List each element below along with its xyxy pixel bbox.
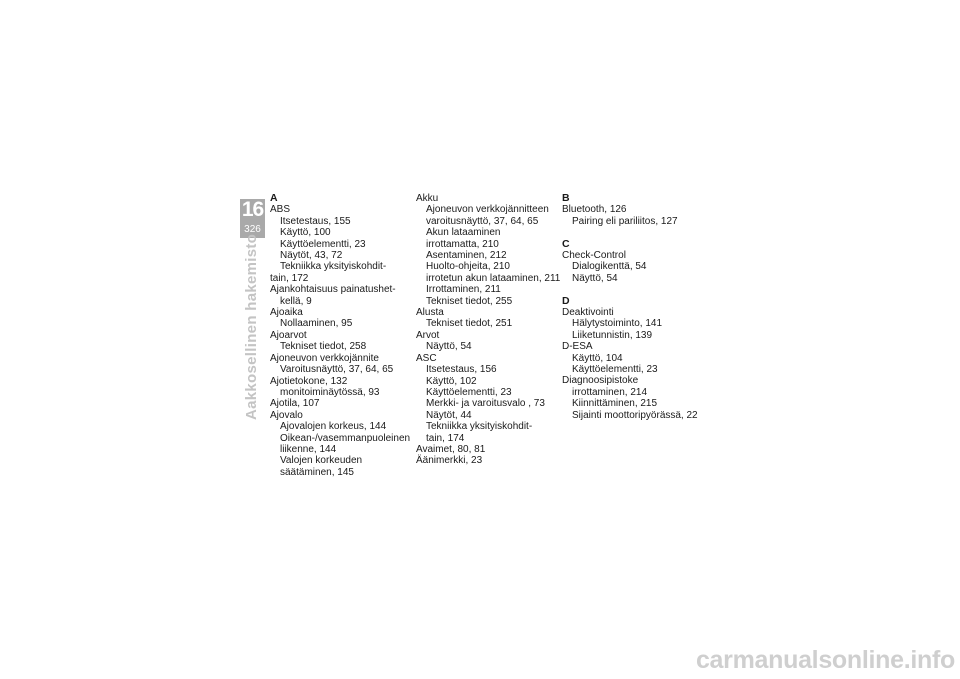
index-letter-heading: A — [270, 192, 278, 204]
index-subentry: Käyttöelementti, 23 — [572, 364, 658, 376]
index-entry: ASC — [416, 352, 437, 364]
index-subentry: Ajoneuvon verkkojännitteen — [426, 204, 549, 216]
index-entry: Ajoneuvon verkkojännite — [270, 352, 379, 364]
index-subentry: Käyttö, 104 — [572, 352, 623, 364]
index-entry: Deaktivointi — [562, 307, 614, 319]
index-subentry: Näytöt, 44 — [426, 409, 472, 421]
index-subentry: Hälytystoiminto, 141 — [572, 318, 663, 330]
index-subentry: kellä, 9 — [280, 295, 312, 307]
index-subentry: irrottamatta, 210 — [426, 238, 499, 250]
index-subentry: Valojen korkeuden — [280, 455, 363, 467]
index-subentry: säätäminen, 145 — [280, 466, 354, 478]
index-subentry: Sijainti moottoripyörässä, 22 — [572, 409, 698, 421]
index-subentry: irrotetun akun lataaminen, 211 — [426, 272, 561, 284]
index-entry: Avaimet, 80, 81 — [416, 443, 486, 455]
index-letter-heading: D — [562, 294, 570, 307]
index-subentry: Itsetestaus, 155 — [280, 215, 351, 227]
index-subentry: Tekniset tiedot, 255 — [426, 295, 513, 307]
index-subentry: Kiinnittäminen, 215 — [572, 398, 658, 410]
index-subentry: Näyttö, 54 — [572, 272, 618, 284]
index-subentry: irrottaminen, 214 — [572, 386, 648, 398]
index-subentry: Käyttö, 102 — [426, 375, 477, 387]
index-subentry: Ajovalojen korkeus, 144 — [280, 421, 387, 433]
index-subentry: tain, 174 — [426, 432, 465, 444]
index-entry: Ajotietokone, 132 — [270, 375, 348, 387]
index-subentry: monitoiminäytössä, 93 — [280, 386, 380, 398]
chapter-side-title: Aakkosellinen hakemisto — [243, 233, 260, 420]
index-subentry: Liiketunnistin, 139 — [572, 329, 653, 341]
index-subentry: Oikean-/vasemmanpuoleinen — [280, 432, 411, 444]
index-letter-heading: B — [562, 192, 570, 204]
index-column-1 — [270, 193, 410, 478]
index-entry: Arvot — [416, 329, 440, 341]
index-subentry: Käyttö, 100 — [280, 227, 331, 239]
index-entry: Ajotila, 107 — [270, 398, 320, 410]
index-entry: tain, 172 — [270, 272, 309, 284]
index-subentry: liikenne, 144 — [280, 443, 337, 455]
index-subentry: Huolto-ohjeita, 210 — [426, 261, 510, 273]
index-subentry: Käyttöelementti, 23 — [426, 386, 512, 398]
chapter-number: 16 — [241, 198, 264, 221]
index-subentry: Itsetestaus, 156 — [426, 364, 497, 376]
index-subentry: Irrottaminen, 211 — [426, 284, 501, 296]
index-entry: Check-Control — [562, 250, 626, 262]
index-subentry: Näyttö, 54 — [426, 341, 472, 353]
index-subentry: Käyttöelementti, 23 — [280, 238, 366, 250]
index-entry: Akku — [416, 193, 439, 204]
index-entry: Bluetooth, 126 — [562, 204, 627, 216]
index-subentry: Akun lataaminen — [426, 227, 501, 239]
index-subentry: Asentaminen, 212 — [426, 250, 507, 262]
index-subentry: Näytöt, 43, 72 — [280, 250, 343, 262]
index-entry: Ajoaika — [270, 307, 303, 319]
index-subentry: Tekniset tiedot, 251 — [426, 318, 513, 330]
index-subentry: Varoitusnäyttö, 37, 64, 65 — [280, 364, 394, 376]
index-entry: D-ESA — [562, 341, 593, 353]
index-subentry: Tekniset tiedot, 258 — [280, 341, 367, 353]
index-letter-heading: C — [562, 237, 570, 250]
index-subentry: Merkki- ja varoitusvalo , 73 — [426, 398, 545, 410]
index-subentry: Dialogikenttä, 54 — [572, 261, 647, 273]
page-number: 326 — [244, 224, 261, 235]
index-entry: Alusta — [416, 307, 444, 319]
index-subentry: Nollaaminen, 95 — [280, 318, 353, 330]
index-entry: ABS — [270, 204, 291, 216]
index-subentry: Pairing eli pariliitos, 127 — [572, 215, 678, 227]
index-entry: Ajovalo — [270, 409, 303, 421]
index-entry: Ajankohtaisuus painatushet- — [270, 284, 396, 296]
index-column-2 — [416, 193, 560, 467]
index-subentry: varoitusnäyttö, 37, 64, 65 — [426, 215, 539, 227]
watermark: carmanualsonline.info — [695, 646, 955, 674]
index-column-3 — [562, 193, 698, 421]
index-subentry: Tekniikka yksityiskohdit- — [280, 261, 387, 273]
index-entry: Ajoarvot — [270, 329, 307, 341]
index-entry: Diagnoosipistoke — [562, 375, 639, 387]
index-subentry: Tekniikka yksityiskohdit- — [426, 421, 533, 433]
index-entry: Äänimerkki, 23 — [416, 455, 483, 467]
